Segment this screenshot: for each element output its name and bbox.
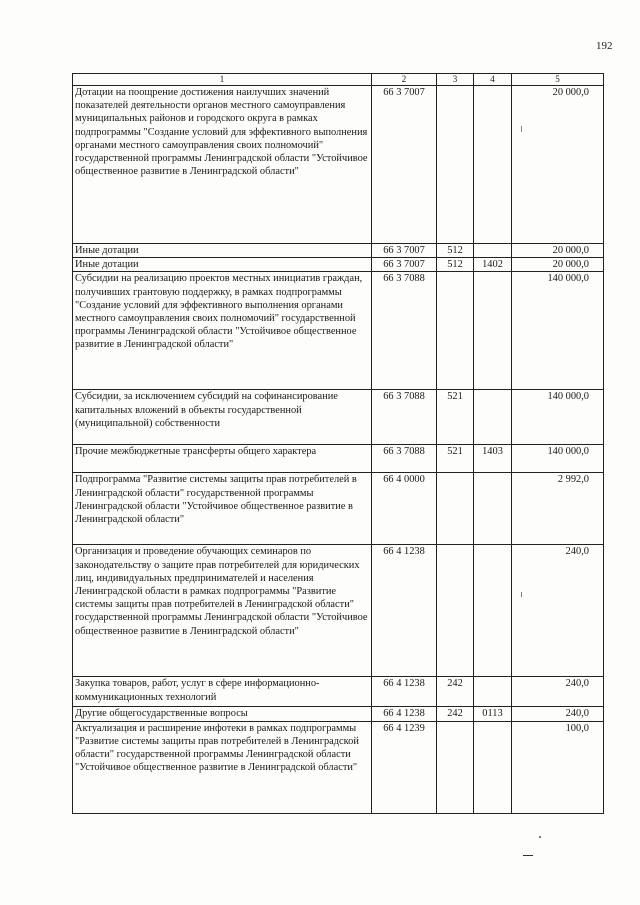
scan-artifact-mark [521,126,522,132]
column-header-amount: 5 [512,74,604,86]
row-section [474,86,512,244]
row-name: Дотации на поощрение достижения наилучших значений показателей деятельности органов местного самоуправления муниципальных районов и городского округа в рамках подпрограммы "Создание условий для эффективного выполнения органами местного самоуправления своих полномочий" государственной программы Ленинградской области "Устойчивое общественное развитие в Ленинградской области" [73,86,372,244]
row-section [474,545,512,677]
row-amount: 20 000,0 [512,244,604,258]
row-type [437,721,474,813]
row-amount: 20 000,0 [512,86,604,244]
table-row [73,707,604,721]
row-name: Актуализация и расширение инфотеки в рамках подпрограммы "Развитие системы защиты прав потребителей в Ленинградской области" государственной программы Ленинградской области "Устойчивое общественное развитие в Ленинградской области" [73,721,372,813]
row-type [437,473,474,545]
row-type: 512 [437,258,474,272]
row-amount: 140 000,0 [512,272,604,390]
row-name: Другие общегосударственные вопросы [73,707,372,721]
row-amount: 2 992,0 [512,473,604,545]
column-header-section: 4 [474,74,512,86]
row-name: Организация и проведение обучающих семинаров по законодательству о защите прав потребителей для юридических лиц, индивидуальных предпринимателей и населения Ленинградской области в рамках подпрограммы "Развитие системы защиты прав потребителей в Ленинградской области" государственной программы Ленинградской области "Устойчивое общественное развитие в Ленинградской области" [73,545,372,677]
row-code: 66 3 7007 [372,86,437,244]
table-row [73,721,604,813]
scan-artifact-dash [523,855,533,856]
table-row [73,258,604,272]
row-section [474,244,512,258]
table-row [73,473,604,545]
row-code: 66 4 1238 [372,677,437,707]
table-row [73,86,604,244]
row-code: 66 4 1239 [372,721,437,813]
row-amount: 140 000,0 [512,445,604,473]
row-type [437,86,474,244]
row-amount: 240,0 [512,707,604,721]
table-header-row [73,74,604,86]
row-code: 66 4 0000 [372,473,437,545]
row-section [474,721,512,813]
row-type: 242 [437,677,474,707]
row-amount: 240,0 [512,677,604,707]
row-name: Иные дотации [73,258,372,272]
column-header-type: 3 [437,74,474,86]
row-type: 521 [437,445,474,473]
row-section [474,272,512,390]
page-number: 192 [596,40,613,52]
table-row [73,244,604,258]
scan-artifact-dot [539,836,541,838]
row-code: 66 4 1238 [372,707,437,721]
row-name: Иные дотации [73,244,372,258]
scan-artifact-mark [521,592,522,597]
row-section [474,677,512,707]
row-name: Субсидии, за исключением субсидий на софинансирование капитальных вложений в объекты государственной (муниципальной) собственности [73,390,372,445]
column-header-code: 2 [372,74,437,86]
row-amount: 20 000,0 [512,258,604,272]
table-row [73,445,604,473]
row-section: 1403 [474,445,512,473]
row-code: 66 3 7088 [372,445,437,473]
row-amount: 140 000,0 [512,390,604,445]
row-code: 66 4 1238 [372,545,437,677]
row-name: Субсидии на реализацию проектов местных инициатив граждан, получивших грантовую поддержку, в рамках подпрограммы "Создание условий для эффективного выполнения органами местного самоуправления своих полномочий" государственной программы Ленинградской области "Устойчивое общественное развитие в Ленинградской области" [73,272,372,390]
column-header-name: 1 [73,74,372,86]
budget-table [72,73,604,814]
row-type: 242 [437,707,474,721]
table-row [73,677,604,707]
row-name: Закупка товаров, работ, услуг в сфере информационно-коммуникационных технологий [73,677,372,707]
row-name: Прочие межбюджетные трансферты общего характера [73,445,372,473]
table-row [73,545,604,677]
row-amount: 100,0 [512,721,604,813]
row-type [437,272,474,390]
row-code: 66 3 7088 [372,272,437,390]
row-type: 512 [437,244,474,258]
row-section: 1402 [474,258,512,272]
row-type: 521 [437,390,474,445]
row-section [474,390,512,445]
row-code: 66 3 7007 [372,258,437,272]
row-amount: 240,0 [512,545,604,677]
table-row [73,272,604,390]
row-code: 66 3 7007 [372,244,437,258]
table-row [73,390,604,445]
row-type [437,545,474,677]
row-section [474,473,512,545]
row-name: Подпрограмма "Развитие системы защиты прав потребителей в Ленинградской области" государственной программы Ленинградской области "Устойчивое общественное развитие в Ленинградской области" [73,473,372,545]
row-section: 0113 [474,707,512,721]
row-code: 66 3 7088 [372,390,437,445]
